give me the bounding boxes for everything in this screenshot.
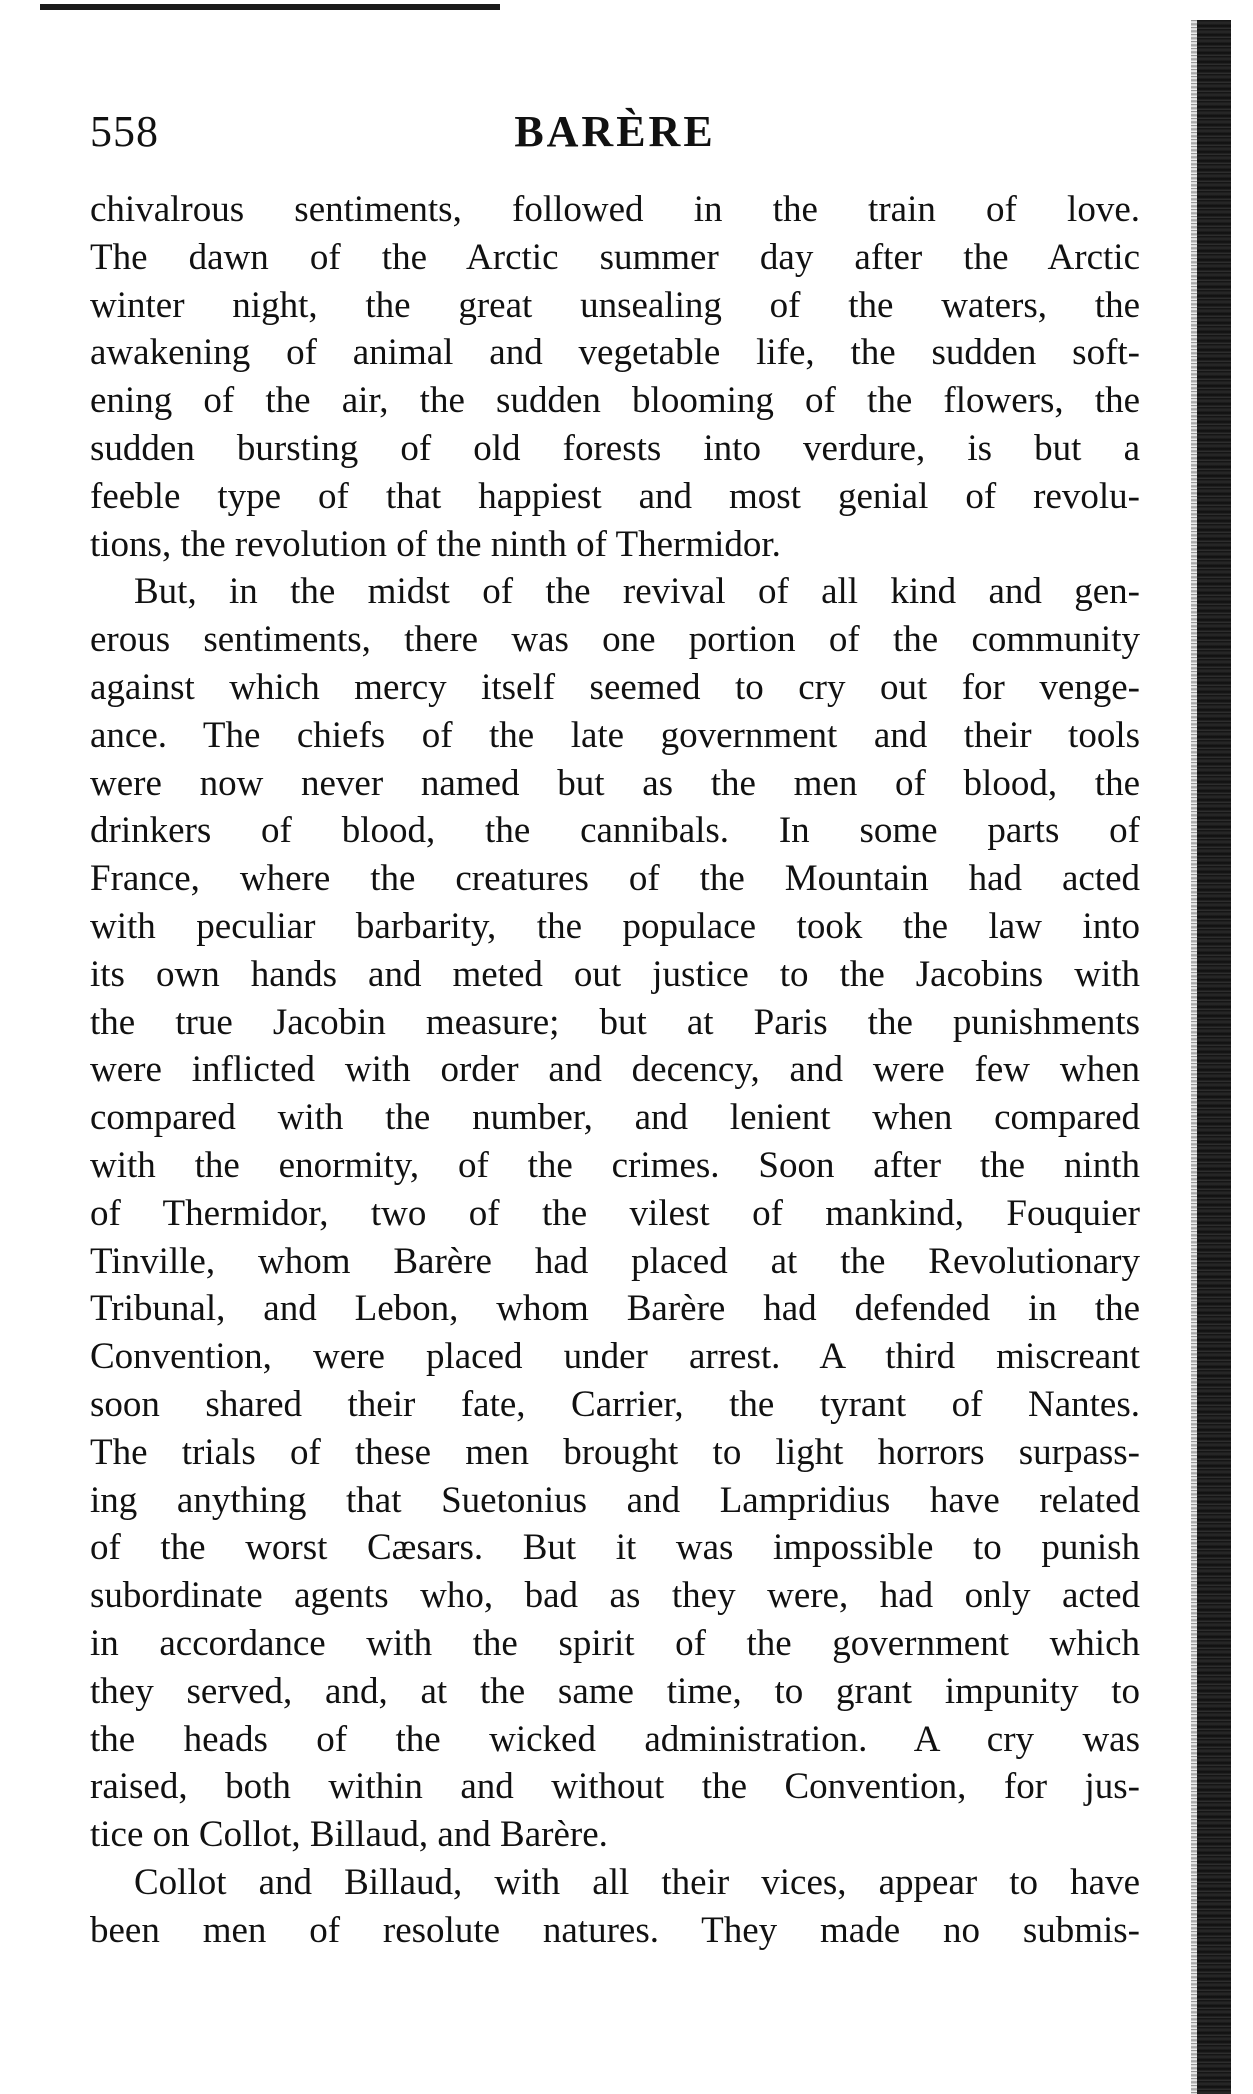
text-line: The trials of these men brought to light horrors surpass- bbox=[90, 1431, 1140, 1473]
text-line: ing anything that Suetonius and Lampridius have related bbox=[90, 1479, 1140, 1521]
text-line: sudden bursting of old forests into verdure, is but a bbox=[90, 427, 1140, 469]
text-line: of Thermidor, two of the vilest of mankind, Fouquier bbox=[90, 1192, 1140, 1234]
top-rule bbox=[40, 4, 500, 10]
paragraph-1 bbox=[90, 186, 1140, 568]
text-line: of the worst Cæsars. But it was impossible to punish bbox=[90, 1527, 1140, 1569]
page-edge-shadow bbox=[1197, 20, 1231, 2094]
body-text bbox=[90, 186, 1140, 1954]
text-line: But, in the midst of the revival of all kind and gen- bbox=[134, 571, 1140, 613]
text-line: soon shared their fate, Carrier, the tyrant of Nantes. bbox=[90, 1383, 1140, 1425]
text-line: awakening of animal and vegetable life, the sudden soft- bbox=[90, 332, 1140, 374]
text-line: been men of resolute natures. They made no submis- bbox=[90, 1909, 1140, 1951]
text-line: in accordance with the spirit of the government which bbox=[90, 1622, 1140, 1664]
text-line: feeble type of that happiest and most genial of revolu- bbox=[90, 475, 1140, 517]
text-line: chivalrous sentiments, followed in the train of love. bbox=[90, 189, 1140, 230]
running-title: BARÈRE bbox=[514, 107, 716, 156]
text-line: with the enormity, of the crimes. Soon after the ninth bbox=[90, 1144, 1140, 1186]
text-line: its own hands and meted out justice to the Jacobins with bbox=[90, 953, 1140, 995]
text-line: with peculiar barbarity, the populace took the law into bbox=[90, 905, 1140, 947]
text-line: they served, and, at the same time, to grant impunity to bbox=[90, 1670, 1140, 1712]
text-line: France, where the creatures of the Mountain had acted bbox=[90, 858, 1140, 900]
text-line: against which mercy itself seemed to cry out for venge- bbox=[90, 666, 1140, 708]
text-line: Tribunal, and Lebon, whom Barère had defended in the bbox=[90, 1288, 1140, 1330]
text-line: were now never named but as the men of blood, the bbox=[90, 762, 1140, 804]
page-number: 558 bbox=[90, 107, 159, 156]
text-line: were inflicted with order and decency, and were few when bbox=[90, 1049, 1140, 1091]
text-line: the true Jacobin measure; but at Paris the punishments bbox=[90, 1001, 1140, 1043]
text-line: erous sentiments, there was one portion of the community bbox=[90, 619, 1140, 661]
text-line: the heads of the wicked administration. A cry was bbox=[90, 1718, 1140, 1760]
text-line: compared with the number, and lenient when compared bbox=[90, 1097, 1140, 1139]
text-line: ening of the air, the sudden blooming of the flowers, the bbox=[90, 380, 1140, 422]
text-line: The dawn of the Arctic summer day after the Arctic bbox=[90, 236, 1140, 278]
text-line: Convention, were placed under arrest. A third miscreant bbox=[90, 1336, 1140, 1378]
text-line: tions, the revolution of the ninth of Thermidor. bbox=[90, 523, 781, 565]
text-line: tice on Collot, Billaud, and Barère. bbox=[90, 1814, 608, 1856]
text-line: Collot and Billaud, with all their vices, appear to have bbox=[134, 1861, 1140, 1903]
text-line: drinkers of blood, the cannibals. In some parts of bbox=[90, 810, 1140, 852]
text-line: ance. The chiefs of the late government and their tools bbox=[90, 714, 1140, 756]
paragraph-3 bbox=[90, 1859, 1140, 1955]
paragraph-2 bbox=[90, 568, 1140, 1859]
text-line: subordinate agents who, bad as they were, had only acted bbox=[90, 1575, 1140, 1617]
page-header bbox=[90, 106, 1140, 162]
text-line: raised, both within and without the Convention, for jus- bbox=[90, 1766, 1140, 1808]
text-line: Tinville, whom Barère had placed at the Revolutionary bbox=[90, 1240, 1140, 1282]
text-line: winter night, the great unsealing of the waters, the bbox=[90, 284, 1140, 326]
